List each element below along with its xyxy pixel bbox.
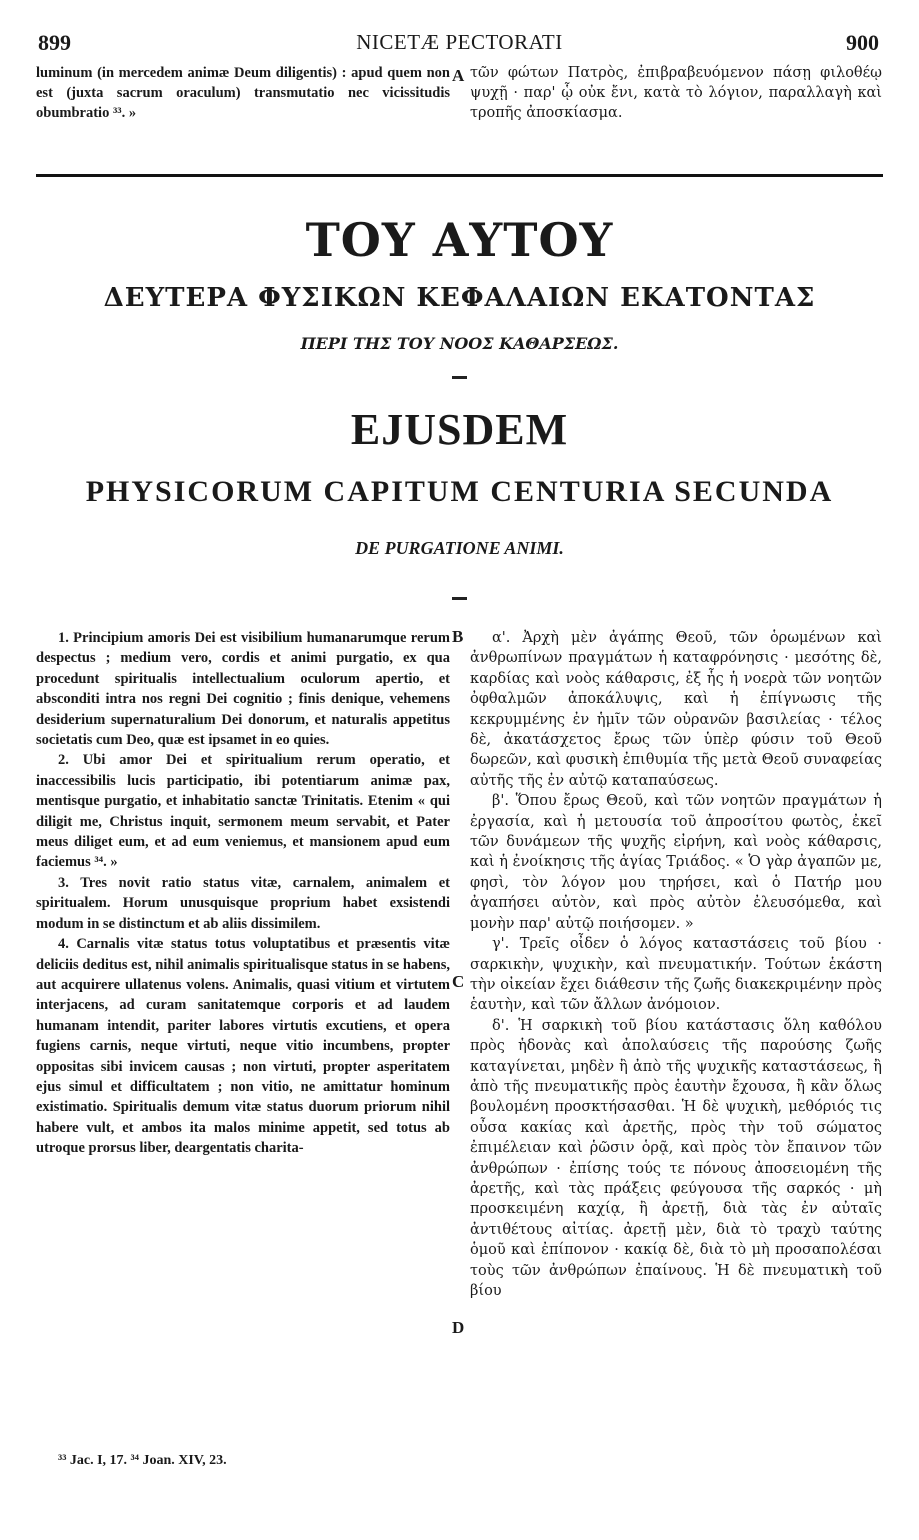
page-number-left: 899 bbox=[38, 30, 71, 55]
page-header bbox=[0, 30, 919, 60]
greek-paragraph-4: δ'. Ἡ σαρκικὴ τοῦ βίου κατάστασις ὅλη καθόλου πρὸς ἡδονὰς καὶ ἀπολαύσεις τῆς παρούσης ζωῆς καταγίνεται, μηδὲν ἢ ἀπὸ τῆς ψυχικῆς καταστάσεως, ἢ ἀπὸ τῆς πνευματικῆς πρὸς ἑαυτὴν ἔχουσα, ἢ κἂν ὅλως βουλομένη προσκτήσασθαι. Ἡ δὲ ψυχικὴ, μεθόριός τις οὖσα κακίας καὶ ἀρετῆς, πρὸς τὴν τοῦ σώματος ἐπιμέλειαν καὶ ῥῶσιν ὁρᾷ, καὶ πρὸς τὸν ἔπαινον τῶν ἀνθρώπων · ἐπίσης τούς τε πόνους ἀποσειομένη τῆς ἀρετῆς, καὶ τὰς πράξεις φεύγουσα τῆς σαρκός · μὴ προσκειμένη καχίᾳ, ἢ ἀρετῇ, διὰ τὰς ἐν αὐταῖς ἀντιθέτους αἰτίας. ἀρετῇ μὲν, διὰ τὸ τραχὺ ταύτης ὁμοῦ καὶ ἐπίπονον · κακίᾳ δὲ, διὰ τὸ μὴ προσαπολέσαι τοὺς τῶν ἀνθρώπων ἐπαίνους. Ἡ δὲ πνευματικὴ τοῦ βίου bbox=[470, 1017, 882, 1299]
latin-continuation: luminum (in mercedem animæ Deum diligentis) : apud quem non est (juxta sacrum oraculum) transmutatio nec vicissitudis obumbratio ³³. » bbox=[36, 65, 450, 121]
page-number-right: 900 bbox=[846, 30, 879, 55]
greek-paragraph-1: α'. Ἀρχὴ μὲν ἀγάπης Θεοῦ, τῶν ὁρωμένων καὶ ἀνθρωπίνων πραγμάτων ἡ καταφρόνησις · μεσότης δὲ, καρδίας καὶ νοὸς κάθαρσις, ἐξ ἧς ἡ νοερὰ τῶν νοητῶν ὀφθαλμῶν ἀποκάλυψις, καὶ ἡ ἐπίγνωσις τῆς κεκρυμμένης ἐν ἡμῖν τῶν οὐρανῶν βασιλείας · τέλος δὲ, ἀκατάσχετος ἔρως τῶν ὑπὲρ φύσιν τοῦ Θεοῦ δωρεῶν, καὶ φυσικὴ ἐπιθυμία τῆς μετὰ Θεοῦ συναφείας αὐτῆς τῆς ἐν αὐτῷ καταπαύσεως. bbox=[470, 630, 882, 789]
latin-paragraph-3: 3. Tres novit ratio status vitæ, carnalem, animalem et spiritualem. Horum unusquisque proprium habet exsistendi modum in se distinctum et ab aliis dissimilem. bbox=[36, 874, 450, 932]
greek-subtitle: ΔΕΥΤΕΡΑ ΦΥΣΙΚΩΝ ΚΕΦΑΛΑΙΩΝ ΕΚΑΤΟΝΤΑΣ bbox=[103, 283, 816, 313]
greek-subheading: ΠΕΡΙ ΤΗΣ ΤΟΥ ΝΟΟΣ ΚΑΘΑΡΣΕΩΣ. bbox=[300, 334, 619, 353]
margin-letter-d: D bbox=[452, 1318, 465, 1337]
greek-column bbox=[470, 628, 882, 1301]
latin-paragraph-1: 1. Principium amoris Dei est visibilium humanarumque rerum despectus ; medium vero, cordis et animi purgatio, ex qua procedunt spiritualis intellectualium oculorum apertio, et absconditi intra nos regni Dei cognitio ; finis denique, vehemens desiderium supernaturalium Dei donorum, et naturalis appetitus societatis cum Deo, quæ est ipsamet in eo quies. bbox=[36, 630, 450, 749]
greek-paragraph-2: β'. Ὅπου ἔρως Θεοῦ, καὶ τῶν νοητῶν πραγμάτων ἡ ἐργασία, καὶ ἡ μετουσία τοῦ ἀπροσίτου φωτὸς, ἐκεῖ τῶν δυνάμεων τῆς ψυχῆς εἰρήνη, καὶ νοὸς κάθαρσις, καὶ ἡ ἐνοίκησις τῆς ἁγίας Τριάδος. « Ὁ γὰρ ἀγαπῶν με, φησὶ, τὸν λόγον μου τηρήσει, καὶ ὁ Πατήρ μου ἀγαπήσει αὐτὸν, καὶ πρὸς αὐτὸν ἐλευσόμεθα, καὶ μονὴν παρ' αὐτῷ ποιήσομεν. » bbox=[470, 793, 882, 932]
latin-subtitle: PHYSICORUM CAPITUM CENTURIA SECUNDA bbox=[85, 475, 834, 508]
latin-subheading: DE PURGATIONE ANIMI. bbox=[355, 538, 564, 558]
footnotes: ³³ Jac. I, 17. ³⁴ Joan. XIV, 23. bbox=[58, 1453, 227, 1468]
greek-title: ΤΟΥ ΑΥΤΟΥ bbox=[305, 213, 614, 267]
latin-paragraph-4: 4. Carnalis vitæ status totus voluptatibus et præsentis vitæ deliciis deditus est, nihil animalis spiritualisque status in se habens, aut acquirere ullatenus volens. Animalis, quasi vitium et virtutem interjacens, ad curam sanitatemque corporis et ad laudem humanam intendit, pariter labores virtutis excutiens, et opera fugiens carnis, neque virtuti, neque vitio incumbens, propter oppositas sibi invicem causas ; non virtuti, propter asperitatem ejus simul et difficultatem ; non vitio, ne amittatur hominum existimatio. Spiritualis demum vitæ status duorum priorum nihil habere vult, et ambos ita malos minime appetit, sed totus ab utroque prorsus liber, deargentatis charita- bbox=[36, 936, 450, 1157]
margin-letter-b: B bbox=[452, 627, 464, 646]
running-title: NICETÆ PECTORATI bbox=[356, 30, 563, 54]
latin-title: EJUSDEM bbox=[350, 405, 569, 454]
latin-column bbox=[36, 628, 450, 1159]
greek-continuation: τῶν φώτων Πατρὸς, ἐπιβραβευόμενον πάσῃ φιλοθέῳ ψυχῇ · παρ' ᾧ οὐκ ἔνι, κατὰ τὸ λόγιον, παραλλαγὴ καὶ τροπῆς ἀποσκίασμα. bbox=[470, 65, 882, 121]
latin-paragraph-2: 2. Ubi amor Dei et spiritualium rerum operatio, et inaccessibilis lucis participatio, ibi potentiarum animæ pax, mentisque purgatio, et inhabitatio sanctæ Trinitatis. Etenim « qui diligit me, Christus inquit, sermonem meum servabit, et Pater meus diliget eum, et ad eum veniemus, et mansionem apud eum faciemus ³⁴. » bbox=[36, 752, 450, 871]
title-divider bbox=[452, 597, 467, 600]
section-rule bbox=[36, 174, 883, 177]
title-divider bbox=[452, 376, 467, 379]
margin-letter-a: A bbox=[452, 66, 465, 85]
margin-letter-c: C bbox=[452, 972, 465, 991]
greek-paragraph-3: γ'. Τρεῖς οἶδεν ὁ λόγος καταστάσεις τοῦ βίου · σαρκικὴν, ψυχικὴν, καὶ πνευματικήν. Τούτων ἑκάστη τὴν οἰκείαν ἔχει διάθεσιν τῆς ζωῆς διακεκριμένην πρὸς ἑαυτὴν, καὶ τῶν ἄλλων ἀνόμοιον. bbox=[470, 936, 882, 1014]
